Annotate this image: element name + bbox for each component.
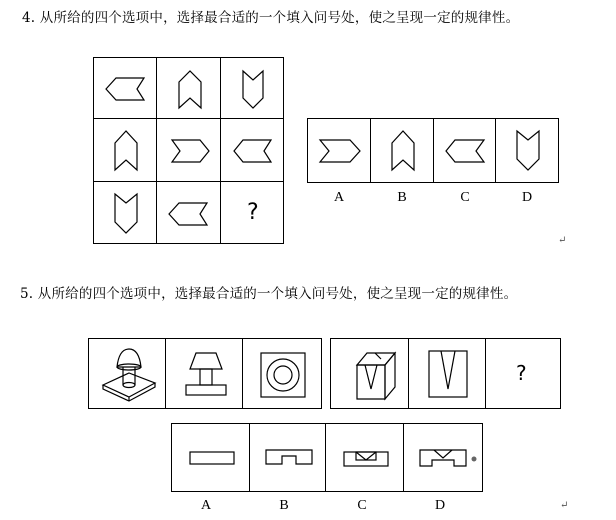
arrow-left-chevron-icon — [434, 119, 498, 184]
notched-block-icon — [331, 339, 411, 410]
q4-grid-cell-r2c3 — [220, 118, 284, 183]
q5-seq-cell-5 — [408, 338, 487, 409]
q4-option-b-cell[interactable] — [370, 118, 435, 183]
q4-question-mark: ? — [247, 200, 259, 225]
q5-question-mark: ? — [516, 361, 527, 385]
arrow-left-chevron-icon — [157, 182, 223, 245]
arrow-down-notch-icon — [94, 182, 159, 245]
q4-option-d-cell[interactable] — [495, 118, 559, 183]
q5-seq-cell-3 — [242, 338, 322, 409]
arrow-up-chevron-icon — [157, 58, 223, 121]
mushroom-block-icon — [89, 339, 168, 410]
q4-grid-cell-r2c1 — [93, 118, 158, 183]
q5-option-b-label: B — [279, 498, 289, 513]
q4-option-d-label: D — [521, 190, 533, 205]
arrow-down-notch-icon — [221, 58, 285, 121]
arrow-down-notch-icon — [496, 119, 560, 184]
v-notch-front-view-icon — [409, 339, 488, 410]
q5-seq-cell-2 — [165, 338, 244, 409]
q4-option-c-cell[interactable] — [433, 118, 497, 183]
arrow-left-chevron-icon — [94, 58, 159, 121]
q5-option-d-cell[interactable] — [403, 423, 483, 492]
q4-return-mark: ↵ — [558, 235, 567, 246]
q4-question-text: 4. 从所给的四个选项中，选择最合适的一个填入问号处，使之呈现一定的规律性。 — [22, 10, 520, 26]
q5-return-mark: ↵ — [560, 500, 569, 511]
q4-option-a-cell[interactable] — [307, 118, 372, 183]
q4-grid-cell-r3c3 — [220, 181, 284, 244]
q5-seq-cell-6 — [485, 338, 561, 409]
q5-option-d-label: D — [434, 498, 446, 513]
q4-option-b-label: B — [397, 190, 407, 205]
q4-grid-cell-r1c3 — [220, 57, 284, 120]
q4-grid-cell-r2c2 — [156, 118, 222, 183]
rectangle-bar-icon — [172, 424, 252, 493]
q5-option-a-cell[interactable] — [171, 423, 251, 492]
arrow-left-chevron-icon — [221, 119, 285, 184]
q5-question-text: 5. 从所给的四个选项中，选择最合适的一个填入问号处，使之呈现一定的规律性。 — [20, 286, 518, 302]
notched-bar-with-v-icon — [404, 424, 484, 493]
q5-seq-cell-4 — [330, 338, 410, 409]
q5-option-c-cell[interactable] — [325, 423, 405, 492]
arrow-right-chevron-icon — [308, 119, 373, 184]
q4-grid-cell-r1c2 — [156, 57, 222, 120]
q4-grid-cell-r3c1 — [93, 181, 158, 244]
arrow-up-chevron-icon — [94, 119, 159, 184]
arrow-right-chevron-icon — [157, 119, 223, 184]
circle-in-square-icon — [243, 339, 323, 410]
q5-seq-cell-1 — [88, 338, 167, 409]
q4-grid-cell-r3c2 — [156, 181, 222, 244]
q4-option-a-label: A — [333, 190, 345, 205]
bar-with-v-icon — [326, 424, 406, 493]
notched-bar-icon — [250, 424, 328, 493]
q5-option-b-cell[interactable] — [249, 423, 327, 492]
arrow-up-chevron-icon — [371, 119, 436, 184]
lamp-front-view-icon — [166, 339, 245, 410]
q4-grid-cell-r1c1 — [93, 57, 158, 120]
q5-option-a-label: A — [200, 498, 212, 513]
q5-option-c-label: C — [357, 498, 367, 513]
q4-option-c-label: C — [460, 190, 470, 205]
